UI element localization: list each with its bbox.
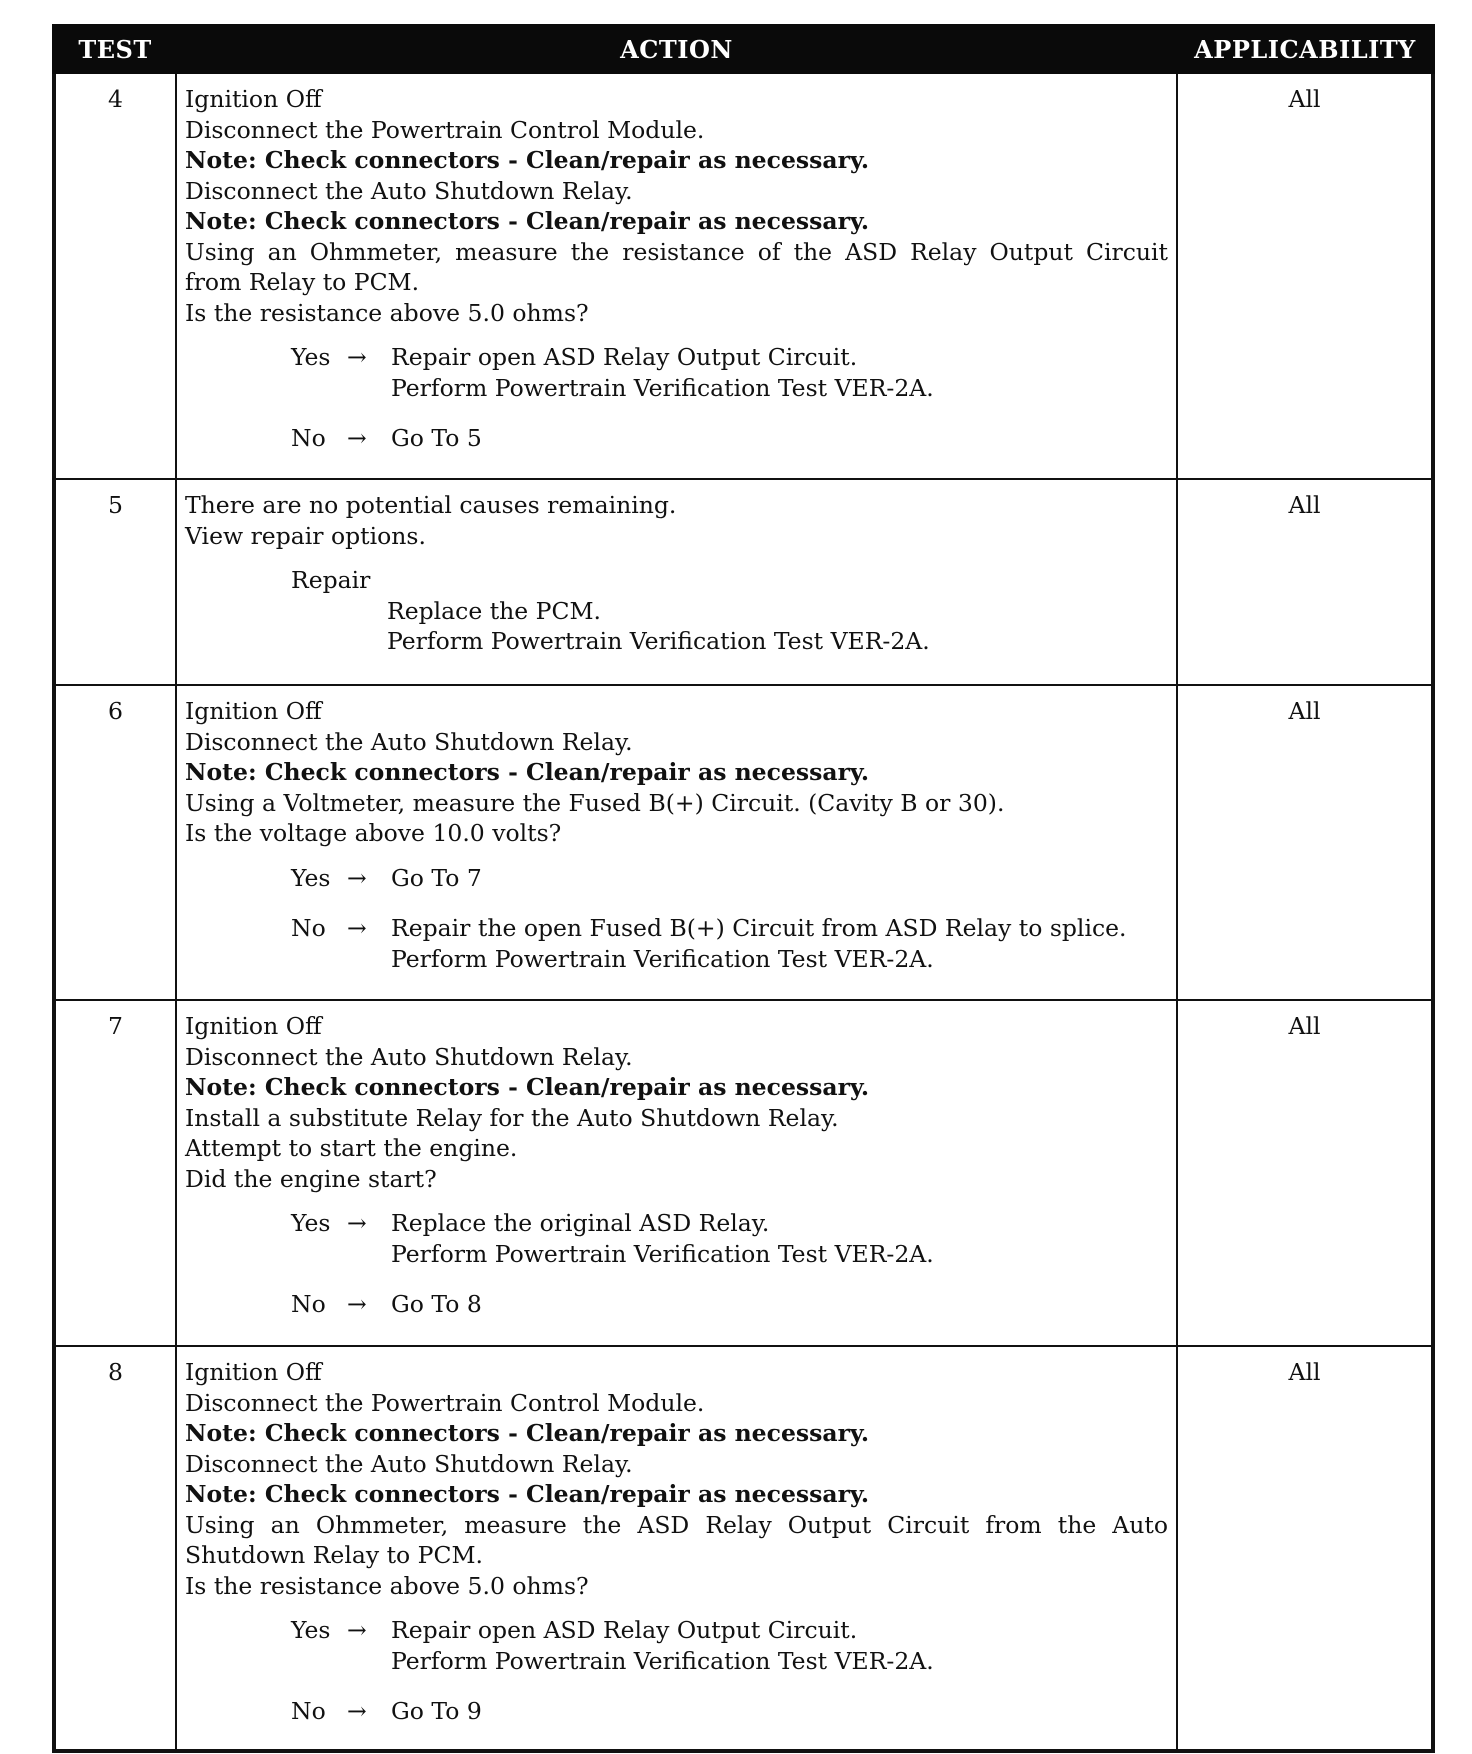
instruction-text: Disconnect the Auto Shutdown Relay. [185, 727, 633, 756]
outcome-yes [185, 1615, 1168, 1676]
instruction-text: View repair options. [185, 521, 426, 550]
test-number: 7 [54, 1000, 176, 1346]
repair-steps [291, 596, 1168, 657]
instruction-text: Using an Ohmmeter, measure the resistance of the ASD Relay Output Circuit from Relay to PCM. [185, 237, 1168, 296]
right-arrow-icon: → [347, 1697, 367, 1725]
instruction-text: Disconnect the Powertrain Control Module. [185, 115, 705, 144]
test-row [54, 72, 1433, 479]
outcome-yes [185, 1208, 1168, 1269]
right-arrow-icon: → [347, 343, 367, 371]
outcome-answer: No [291, 1697, 326, 1725]
note-text: Note: Check connectors - Clean/repair as necessary. [185, 146, 870, 174]
outcome-result [391, 423, 1168, 454]
result-line: Go To 5 [391, 424, 482, 452]
instruction-text: There are no potential causes remaining. [185, 491, 677, 519]
note-text: Note: Check connectors - Clean/repair as necessary. [185, 207, 870, 235]
instruction-text: Ignition Off [185, 85, 322, 113]
outcome-list [185, 1615, 1168, 1727]
instruction-text: Disconnect the Auto Shutdown Relay. [185, 1449, 633, 1478]
instruction-text: Install a substitute Relay for the Auto Shutdown Relay. [185, 1103, 839, 1132]
instruction-text: Ignition Off [185, 697, 322, 725]
note-text: Note: Check connectors - Clean/repair as necessary. [185, 1073, 870, 1101]
header-row [54, 26, 1433, 72]
test-row [54, 479, 1433, 685]
instruction-text: Disconnect the Auto Shutdown Relay. [185, 1042, 633, 1071]
instruction-text: Disconnect the Powertrain Control Module. [185, 1388, 705, 1417]
outcome-no [185, 1696, 1168, 1727]
applicability-value: All [1177, 1000, 1433, 1346]
right-arrow-icon: → [347, 863, 367, 892]
instruction-text: Disconnect the Auto Shutdown Relay. [185, 176, 633, 205]
header-action: ACTION [176, 26, 1177, 72]
right-arrow-icon: → [347, 1209, 367, 1237]
right-arrow-icon: → [347, 424, 367, 452]
outcome-yes [185, 863, 1168, 894]
test-row [54, 685, 1433, 1000]
repair-step: Perform Powertrain Verification Test VER-2A. [387, 627, 930, 655]
test-number: 8 [54, 1346, 176, 1751]
instruction-text: Attempt to start the engine. [185, 1134, 518, 1162]
table-body [54, 72, 1433, 1751]
outcome-answer: No [291, 914, 326, 942]
test-number: 6 [54, 685, 176, 1000]
diagnostic-test-table [52, 24, 1435, 1753]
applicability-value: All [1177, 72, 1433, 479]
result-line: Repair the open Fused B(+) Circuit from ASD Relay to splice. [391, 914, 1127, 942]
outcome-result [391, 1696, 1168, 1727]
result-line: Replace the original ASD Relay. [391, 1209, 770, 1237]
result-line: Perform Powertrain Verification Test VER-2A. [391, 373, 934, 402]
outcome-list [185, 863, 1168, 975]
outcome-list [185, 1208, 1168, 1320]
result-line: Repair open ASD Relay Output Circuit. [391, 343, 858, 371]
outcome-answer: No [291, 424, 326, 452]
result-line: Go To 9 [391, 1697, 482, 1725]
right-arrow-icon: → [347, 1290, 367, 1318]
right-arrow-icon: → [347, 1616, 367, 1644]
test-row [54, 1000, 1433, 1346]
repair-label: Repair [291, 566, 371, 594]
outcome-no [185, 1289, 1168, 1320]
instruction-text: Ignition Off [185, 1012, 322, 1040]
repair-step: Replace the PCM. [387, 596, 601, 625]
outcome-answer: Yes [291, 1616, 331, 1644]
outcome-answer: Yes [291, 343, 331, 371]
applicability-value: All [1177, 1346, 1433, 1751]
instruction-text: Is the voltage above 10.0 volts? [185, 819, 562, 847]
result-line: Perform Powertrain Verification Test VER-2A. [391, 1239, 934, 1268]
outcome-answer: Yes [291, 863, 331, 892]
outcome-result [391, 1615, 1168, 1676]
test-number: 5 [54, 479, 176, 685]
applicability-value: All [1177, 479, 1433, 685]
test-row [54, 1346, 1433, 1751]
instruction-text: Using a Voltmeter, measure the Fused B(+) Circuit. (Cavity B or 30). [185, 788, 1005, 817]
test-number: 4 [54, 72, 176, 479]
repair-options [185, 565, 1168, 657]
diagnostic-procedure-document [52, 24, 1431, 1753]
table-header [54, 26, 1433, 72]
outcome-answer: No [291, 1290, 326, 1318]
action-cell [176, 72, 1177, 479]
outcome-result [391, 1208, 1168, 1269]
note-text: Note: Check connectors - Clean/repair as necessary. [185, 1419, 870, 1447]
outcome-no [185, 423, 1168, 454]
action-cell [176, 1346, 1177, 1751]
instruction-text: Did the engine start? [185, 1164, 437, 1193]
action-cell [176, 685, 1177, 1000]
outcome-result [391, 913, 1168, 974]
outcome-no [185, 913, 1168, 974]
instruction-text: Ignition Off [185, 1358, 322, 1386]
result-line: Perform Powertrain Verification Test VER-2A. [391, 1646, 934, 1675]
instruction-text: Using an Ohmmeter, measure the ASD Relay Output Circuit from the Auto Shutdown Relay to PCM. [185, 1510, 1168, 1569]
action-cell [176, 1000, 1177, 1346]
outcome-result [391, 342, 1168, 403]
instruction-text: Is the resistance above 5.0 ohms? [185, 298, 589, 327]
result-line: Go To 7 [391, 863, 482, 892]
note-text: Note: Check connectors - Clean/repair as necessary. [185, 1480, 870, 1508]
instruction-text: Is the resistance above 5.0 ohms? [185, 1571, 589, 1600]
outcome-list [185, 342, 1168, 454]
note-text: Note: Check connectors - Clean/repair as necessary. [185, 758, 870, 786]
applicability-value: All [1177, 685, 1433, 1000]
outcome-result [391, 863, 1168, 894]
result-line: Perform Powertrain Verification Test VER-2A. [391, 944, 934, 973]
outcome-result [391, 1289, 1168, 1320]
outcome-answer: Yes [291, 1209, 331, 1237]
result-line: Repair open ASD Relay Output Circuit. [391, 1616, 858, 1644]
right-arrow-icon: → [347, 914, 367, 942]
result-line: Go To 8 [391, 1290, 482, 1318]
header-test: TEST [54, 26, 176, 72]
header-applicability: APPLICABILITY [1177, 26, 1433, 72]
outcome-yes [185, 342, 1168, 403]
action-cell [176, 479, 1177, 685]
